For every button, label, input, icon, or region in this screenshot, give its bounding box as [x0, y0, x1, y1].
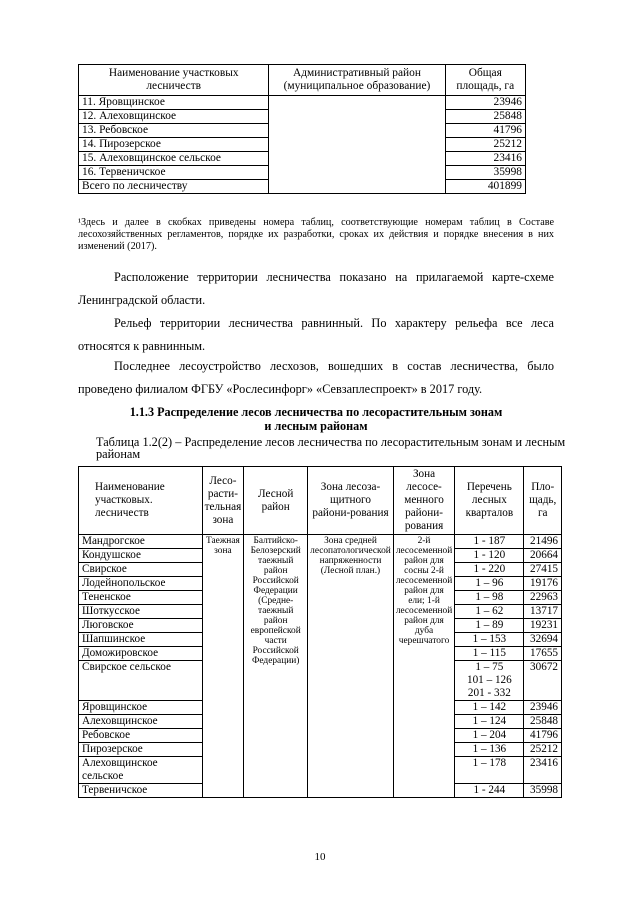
header-area: Пло-щадь, га: [524, 467, 562, 535]
row-area: 27415: [524, 563, 562, 577]
row-name: Шапшинское: [79, 633, 203, 647]
header-protect-zone: Зона лесоза-щитного райони-рования: [308, 467, 394, 535]
seed-zone-cell: 2-й лесосеменной район для сосны 2-й лесосеменной район для ели; 1-й лесосеменной район для дуба черешчатого: [393, 535, 454, 784]
forestry-area-table: [78, 64, 526, 194]
row-quarters: [455, 701, 524, 715]
row-name: Люговское: [79, 619, 203, 633]
row-area: 23946: [524, 701, 562, 715]
row-area: 35998: [445, 166, 525, 180]
empty-cell: [308, 784, 394, 798]
row-quarters: [455, 633, 524, 647]
row-area: 25212: [445, 138, 525, 152]
row-area: 25212: [524, 743, 562, 757]
quarter-range: 1 - 187: [473, 535, 506, 547]
admin-cell: [269, 96, 445, 180]
quarter-range: 101 – 126: [466, 674, 512, 686]
row-area: 23416: [524, 757, 562, 784]
empty-cell: [244, 784, 308, 798]
row-name: 14. Пирозерское: [79, 138, 269, 152]
row-quarters: [455, 757, 524, 784]
row-area: 17655: [524, 647, 562, 661]
paragraph-location: Расположение территории лесничества показано на прилагаемой карте-схеме Ленинградской области.: [78, 270, 554, 307]
header-seed-zone: Зона лесосе-менного райони-рования: [393, 467, 454, 535]
forest-zones-table: [78, 466, 562, 798]
table-row: [79, 535, 562, 549]
row-name: Кондушское: [79, 549, 203, 563]
quarter-range: 1 – 136: [472, 743, 507, 755]
header-name: Наименование участковых лесничеств: [79, 65, 269, 96]
empty-cell: [393, 784, 454, 798]
quarter-range: 201 - 332: [467, 687, 511, 699]
row-area: 25848: [445, 110, 525, 124]
row-name: Доможировское: [79, 647, 203, 661]
row-area: 25848: [524, 715, 562, 729]
row-name: 12. Алеховщинское: [79, 110, 269, 124]
row-quarters: [455, 591, 524, 605]
district-cell: Балтийско-Белозерский таежный район Российской Федерации (Средне-таежный район европейской части Российской Федерации): [244, 535, 308, 784]
row-name: Свирское: [79, 563, 203, 577]
row-name: Яровщинское: [79, 701, 203, 715]
header-name: Наименование участковых. лесничеств: [79, 467, 203, 535]
page-number: 10: [314, 851, 326, 863]
quarter-range: 1 – 75: [475, 661, 504, 673]
row-area: 19176: [524, 577, 562, 591]
row-quarters: [455, 715, 524, 729]
row-name: 13. Ребовское: [79, 124, 269, 138]
header-area: Общая площадь, га: [445, 65, 525, 96]
row-name: Ребовское: [79, 729, 203, 743]
quarter-range: 1 – 115: [472, 647, 506, 659]
row-name: 15. Алеховщинское сельское: [79, 152, 269, 166]
row-quarters: [455, 661, 524, 701]
row-area: 35998: [524, 784, 562, 798]
row-name: Алеховщинское: [79, 715, 203, 729]
empty-cell: [202, 784, 244, 798]
row-area: 32694: [524, 633, 562, 647]
row-name: 11. Яровщинское: [79, 96, 269, 110]
table-header-row: [79, 467, 562, 535]
row-area: 13717: [524, 605, 562, 619]
quarter-range: 1 - 244: [473, 784, 506, 796]
row-area: 30672: [524, 661, 562, 701]
row-quarters: [455, 647, 524, 661]
row-area: 41796: [524, 729, 562, 743]
row-name: Алеховщинское сельское: [79, 757, 203, 784]
row-name: Свирское сельское: [79, 661, 203, 701]
protect-zone-cell: Зона средней лесопатологической напряженности (Лесной план.): [308, 535, 394, 784]
quarter-range: 1 – 142: [472, 701, 507, 713]
table-row: [79, 784, 562, 798]
row-quarters: [455, 743, 524, 757]
quarter-range: 1 – 153: [472, 633, 507, 645]
row-area: 21496: [524, 535, 562, 549]
row-quarters: [455, 619, 524, 633]
row-area: 41796: [445, 124, 525, 138]
row-area: 19231: [524, 619, 562, 633]
row-quarters: [455, 729, 524, 743]
header-zone: Лесо-расти-тельная зона: [202, 467, 244, 535]
row-area: 20664: [524, 549, 562, 563]
paragraph-relief: Рельеф территории лесничества равнинный. По характеру рельефа все леса относятся к равнинным.: [78, 316, 554, 353]
table-caption: Таблица 1.2(2) – Распределение лесов лесничества по лесорастительным зонам и лесным районам: [96, 435, 566, 461]
zone-cell: Таежная зона: [202, 535, 244, 784]
quarter-range: 1 – 89: [475, 619, 504, 631]
table-row: [79, 96, 526, 110]
row-name: 16. Тервеничское: [79, 166, 269, 180]
row-area: 22963: [524, 591, 562, 605]
row-area: 401899: [445, 180, 525, 194]
table-header-row: [79, 65, 526, 96]
row-name: Мандрогское: [79, 535, 203, 549]
quarter-range: 1 – 62: [475, 605, 504, 617]
paragraph-inventory: Последнее лесоустройство лесхозов, вошедших в состав лесничества, было проведено филиалом ФГБУ «Рослесинфорг» «Севзаплеспроект» в 2017 году.: [78, 359, 554, 396]
quarter-range: 1 – 178: [472, 757, 507, 769]
section-heading: 1.1.3 Распределение лесов лесничества по лесорастительным зонам и лесным районам: [129, 405, 503, 433]
row-name: Всего по лесничеству: [79, 180, 269, 194]
row-name: Тервеничское: [79, 784, 203, 798]
row-quarters: [455, 784, 524, 798]
row-quarters: [455, 535, 524, 549]
admin-cell: [269, 180, 445, 194]
footnote: ¹Здесь и далее в скобках приведены номера таблиц, соответствующие номерам таблиц в Составе лесохозяйственных регламентов, порядке их разработки, сроках их действия и порядке внесения в них изменений (2017).: [78, 217, 554, 252]
row-area: 23416: [445, 152, 525, 166]
quarter-range: 1 - 220: [473, 563, 506, 575]
header-district: Лесной район: [244, 467, 308, 535]
header-quarters: Перечень лесных кварталов: [455, 467, 524, 535]
row-quarters: [455, 563, 524, 577]
row-name: Пирозерское: [79, 743, 203, 757]
row-name: Тененское: [79, 591, 203, 605]
row-quarters: [455, 605, 524, 619]
quarter-range: 1 – 124: [472, 715, 507, 727]
header-admin: Административный район (муниципальное образование): [269, 65, 445, 96]
quarter-range: 1 – 98: [475, 591, 504, 603]
quarter-range: 1 – 204: [472, 729, 507, 741]
table-row: [79, 180, 526, 194]
quarter-range: 1 - 120: [473, 549, 506, 561]
row-quarters: [455, 549, 524, 563]
quarter-range: 1 – 96: [475, 577, 504, 589]
row-quarters: [455, 577, 524, 591]
row-name: Лодейнопольское: [79, 577, 203, 591]
row-name: Шоткусское: [79, 605, 203, 619]
row-area: 23946: [445, 96, 525, 110]
